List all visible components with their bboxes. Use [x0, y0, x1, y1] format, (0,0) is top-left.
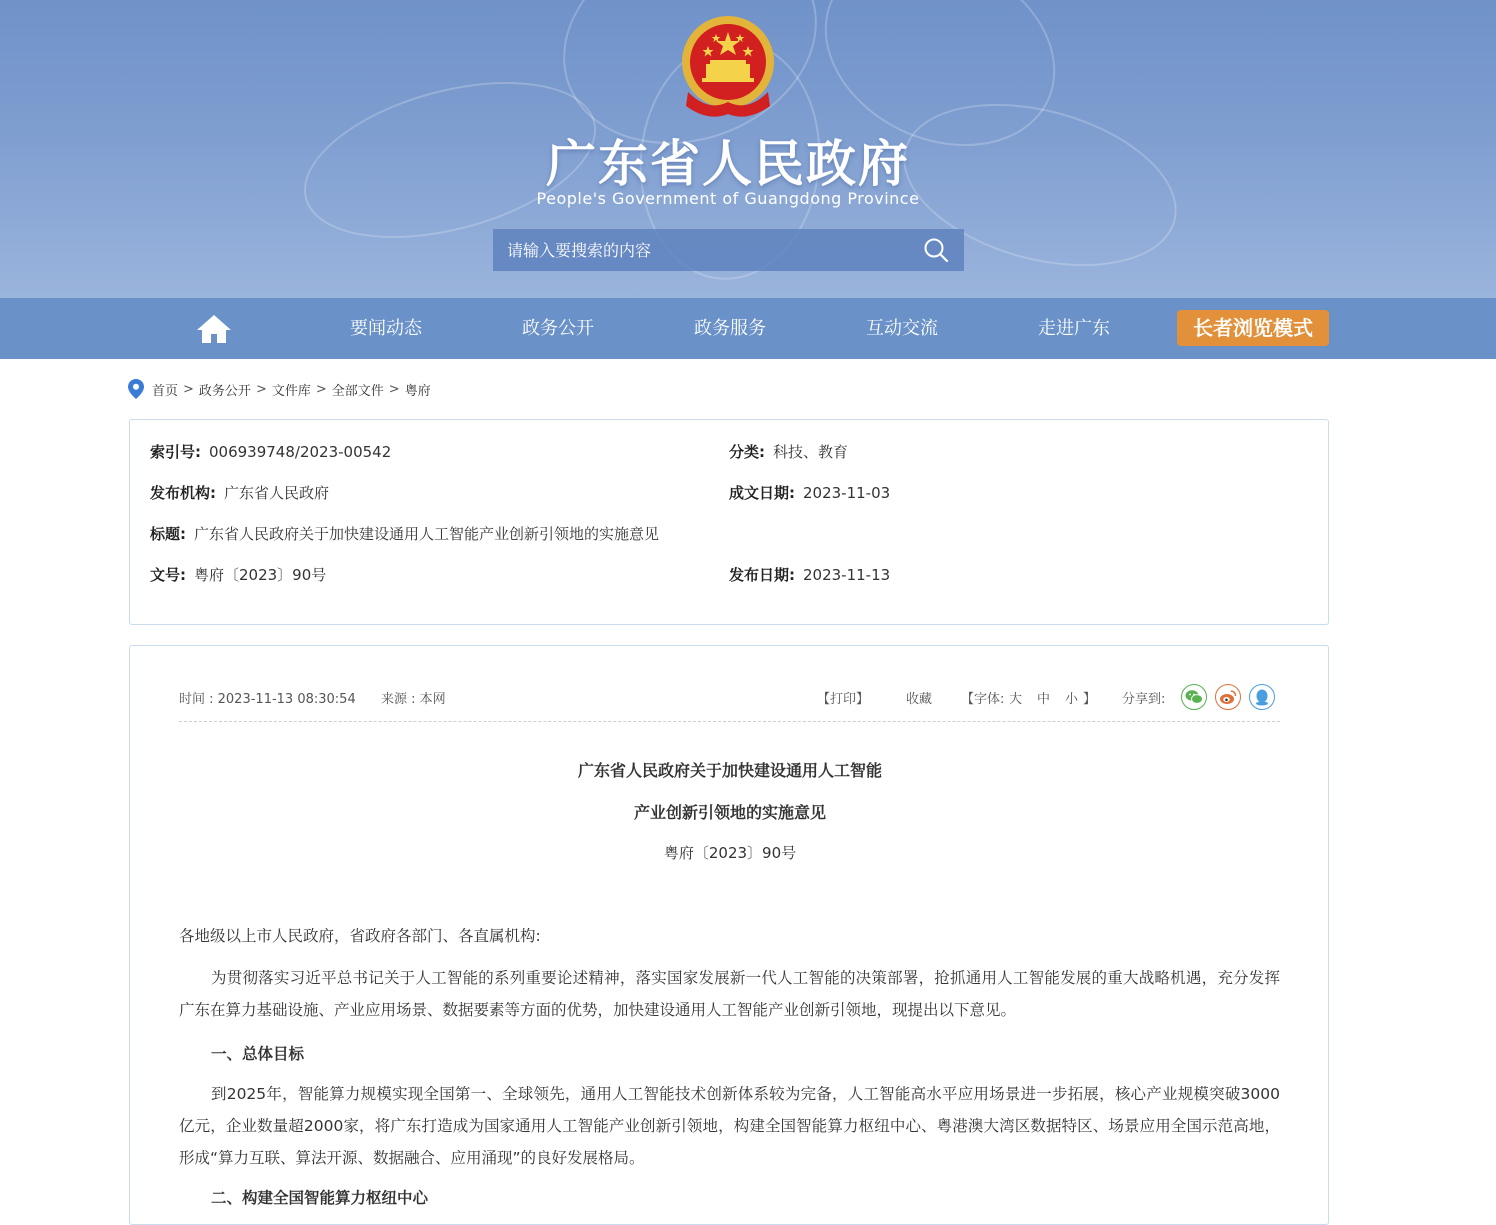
document-meta-panel — [129, 419, 1329, 625]
meta-issuer-value: 广东省人民政府 — [224, 484, 330, 502]
breadcrumb-separator: > — [183, 381, 194, 397]
article-toolbar — [179, 686, 1280, 722]
header-banner — [0, 0, 1496, 298]
print-button[interactable]: 【打印】 — [817, 692, 870, 707]
meta-publish-label: 发布日期: — [729, 566, 795, 584]
meta-title — [150, 523, 659, 544]
national-emblem-icon — [678, 14, 778, 122]
breadcrumb-separator: > — [388, 381, 400, 397]
meta-docno-label: 文号: — [150, 566, 186, 584]
share-label: 分享到: — [1122, 692, 1166, 707]
site-title: 广东省人民政府 — [546, 135, 910, 193]
publish-time: 时间 : 2023-11-13 08:30:54 — [179, 692, 356, 707]
nav-item-interaction[interactable]: 互动交流 — [866, 318, 938, 339]
weibo-icon — [1219, 689, 1237, 705]
section-heading: 一、总体目标 — [211, 1045, 305, 1063]
meta-publish-value: 2023-11-13 — [803, 566, 891, 584]
article-doc-number: 粤府〔2023〕90号 — [663, 844, 797, 862]
meta-title-label: 标题: — [150, 525, 186, 543]
meta-index-label: 索引号: — [150, 443, 201, 461]
meta-issuer-label: 发布机构: — [150, 484, 216, 502]
share-weibo-button[interactable] — [1215, 684, 1241, 710]
article-paragraph: 为贯彻落实习近平总书记关于人工智能的系列重要论述精神，落实国家发展新一代人工智能的决策部署，抢抓通用人工智能发展的重大战略机遇，充分发挥广东在算力基础设施、产业应用场景、数据要素等方面的优势，加快建设通用人工智能产业创新引领地，现提出以下意见。 — [179, 969, 1280, 1019]
search-button[interactable] — [908, 229, 964, 271]
meta-written-label: 成文日期: — [729, 484, 795, 502]
breadcrumb-doc-library[interactable]: 文件库 — [271, 383, 311, 399]
meta-issuer — [150, 482, 329, 503]
article-title-line1: 广东省人民政府关于加快建设通用人工智能 — [577, 761, 882, 780]
meta-written-date — [729, 482, 890, 503]
article-title-line2: 产业创新引领地的实施意见 — [633, 803, 826, 822]
nav-item-news[interactable]: 要闻动态 — [350, 318, 422, 339]
meta-index — [150, 441, 391, 462]
meta-index-value: 006939748/2023-00542 — [209, 443, 392, 461]
home-icon[interactable] — [196, 314, 232, 344]
share-qq-button[interactable] — [1249, 684, 1275, 710]
breadcrumb — [128, 378, 431, 400]
meta-category-label: 分类: — [729, 443, 765, 461]
font-large-button[interactable]: 大 — [1009, 692, 1023, 707]
nav-item-gov-affairs[interactable]: 政务公开 — [522, 318, 594, 339]
section-heading: 二、构建全国智能算力枢纽中心 — [211, 1189, 429, 1207]
article-salutation: 各地级以上市人民政府，省政府各部门、各直属机构: — [179, 927, 541, 945]
qq-icon — [1254, 688, 1270, 706]
breadcrumb-home[interactable]: 首页 — [152, 383, 179, 399]
meta-written-value: 2023-11-03 — [803, 484, 891, 502]
nav-item-services[interactable]: 政务服务 — [694, 318, 766, 339]
article-paragraph: 到2025年，智能算力规模实现全国第一、全球领先，通用人工智能技术创新体系较为完备，人工智能高水平应用场景进一步拓展，核心产业规模突破3000亿元，企业数量超2000家，将广东打造成为国家通用人工智能产业创新引领地，构建全国智能算力枢纽中心、粤港澳大湾区数据特区、场景应用全国示范高地，形成“算力互联、算法开源、数据融合、应用涌现”的良好发展格局。 — [179, 1085, 1280, 1167]
meta-category — [729, 441, 848, 462]
favorite-button[interactable]: 收藏 — [906, 692, 933, 707]
font-small-button[interactable]: 小 — [1065, 692, 1079, 707]
font-medium-button[interactable]: 中 — [1037, 692, 1051, 707]
breadcrumb-all-docs[interactable]: 全部文件 — [331, 383, 384, 399]
breadcrumb-separator: > — [315, 381, 327, 397]
meta-category-value: 科技、教育 — [773, 443, 849, 461]
breadcrumb-yuefu[interactable]: 粤府 — [404, 383, 431, 399]
article-panel — [129, 645, 1329, 1225]
breadcrumb-separator: > — [255, 381, 267, 397]
elder-mode-button[interactable]: 长者浏览模式 — [1177, 310, 1329, 346]
search-box — [493, 229, 964, 271]
meta-publish-date — [729, 564, 890, 585]
site-subtitle: People's Government of Guangdong Province — [536, 189, 920, 208]
search-input[interactable] — [493, 229, 908, 271]
meta-title-value: 广东省人民政府关于加快建设通用人工智能产业创新引领地的实施意见 — [194, 525, 660, 543]
location-pin-icon — [128, 379, 144, 399]
search-icon — [923, 237, 949, 263]
font-size-prefix: 【字体: — [961, 692, 1005, 707]
font-size-suffix: 】 — [1083, 692, 1097, 707]
meta-docno-value: 粤府〔2023〕90号 — [194, 566, 327, 584]
nav-item-about-guangdong[interactable]: 走进广东 — [1038, 318, 1110, 339]
meta-doc-number — [150, 564, 326, 585]
share-wechat-button[interactable] — [1181, 684, 1207, 710]
breadcrumb-gov-affairs[interactable]: 政务公开 — [198, 383, 251, 399]
source: 来源 : 本网 — [381, 692, 446, 707]
main-nav — [0, 298, 1496, 359]
wechat-icon — [1185, 689, 1203, 705]
